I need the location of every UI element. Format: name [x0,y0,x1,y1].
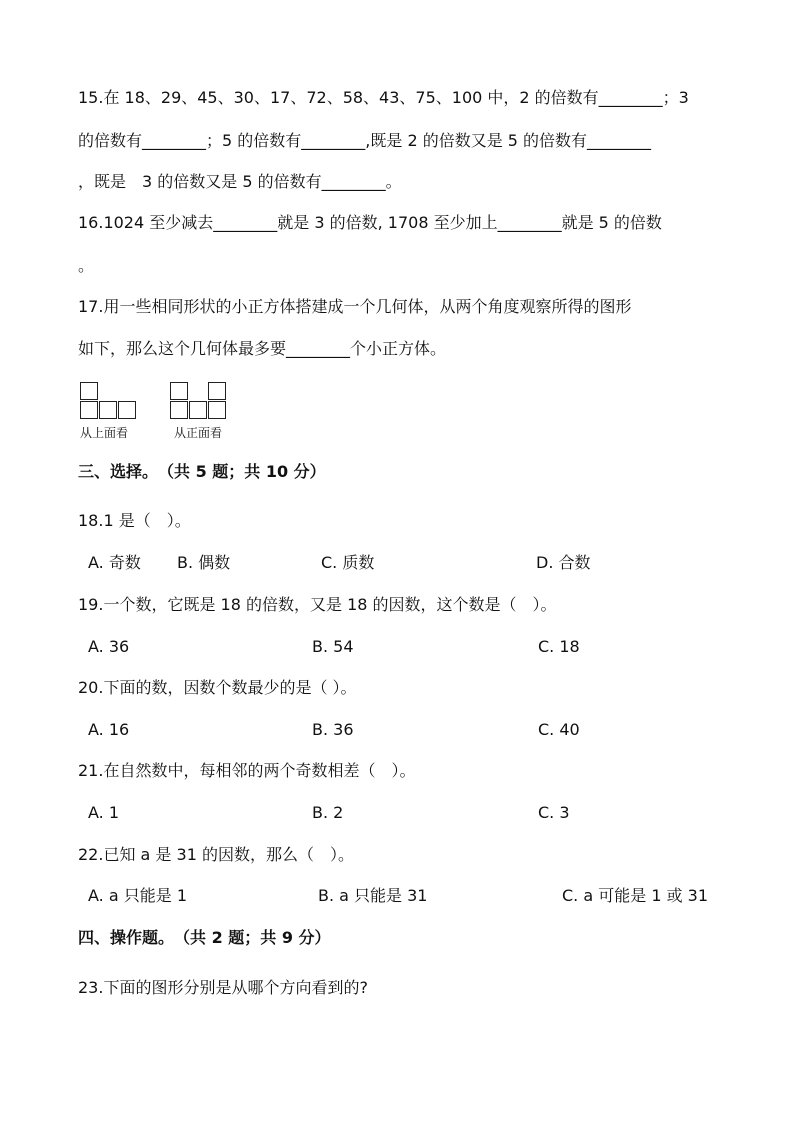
q19-option-a: A. 36 [88,637,130,656]
square-shape [118,401,136,419]
q21-stem: 21.在自然数中，每相邻的两个奇数相差（ ）。 [78,761,416,780]
square-shape [80,382,98,400]
q23-stem: 23.下面的图形分别是从哪个方向看到的? [78,978,368,997]
q22-stem: 22.已知 a 是 31 的因数，那么（ ）。 [78,845,354,864]
q19-option-b: B. 54 [312,637,354,656]
square-shape [99,401,117,419]
q17-line1: 17.用一些相同形状的小正方体搭建成一个几何体，从两个角度观察所得的图形 [78,297,632,316]
figure-front-label: 从正面看 [174,426,223,440]
square-shape [170,382,188,400]
q21-option-c: C. 3 [538,803,570,822]
q22-option-a: A. a 只能是 1 [88,886,187,905]
q20-option-c: C. 40 [538,720,580,739]
figure-front-view [170,382,230,440]
q20-stem: 20.下面的数，因数个数最少的是（ ）。 [78,678,357,697]
q19-option-c: C. 18 [538,637,580,656]
q18-stem: 18.1 是（ ）。 [78,511,191,530]
q19-stem: 19.一个数，它既是 18 的倍数，又是 18 的因数，这个数是（ ）。 [78,595,557,614]
q18-option-b: B. 偶数 [177,553,231,572]
q18-option-d: D. 合数 [536,553,591,572]
square-shape [189,401,207,419]
q16-line2: 。 [78,256,95,275]
square-shape [170,401,188,419]
q20-option-a: A. 16 [88,720,130,739]
section-4-heading: 四、操作题。 （共 2 题；共 9 分） [78,928,331,947]
q15-line2: 的倍数有________；5 的倍数有________,既是 2 的倍数又是 5 的倍数有________ [78,131,652,150]
q20-option-b: B. 36 [312,720,354,739]
q15-line3: ，既是 3 的倍数又是 5 的倍数有________。 [78,172,402,191]
q15-line1: 15.在 18、29、45、30、17、72、58、43、75、100 中，2 的倍数有________；3 [78,88,689,107]
square-shape [80,401,98,419]
figure-top-view [80,382,140,440]
section-3-heading: 三、选择。 （共 5 题；共 10 分） [78,462,326,481]
q16-line1: 16.1024 至少减去________就是 3 的倍数, 1708 至少加上________就是 5 的倍数 [78,213,662,232]
square-shape [208,382,226,400]
q17-line2: 如下，那么这个几何体最多要________个小正方体。 [78,339,447,358]
q22-option-b: B. a 只能是 31 [318,886,428,905]
q21-option-a: A. 1 [88,803,120,822]
square-shape [208,401,226,419]
q22-option-c: C. a 可能是 1 或 31 [562,886,709,905]
figure-top-label: 从上面看 [80,426,129,440]
q18-option-c: C. 质数 [321,553,375,572]
q21-option-b: B. 2 [312,803,344,822]
q18-option-a: A. 奇数 [88,553,141,572]
